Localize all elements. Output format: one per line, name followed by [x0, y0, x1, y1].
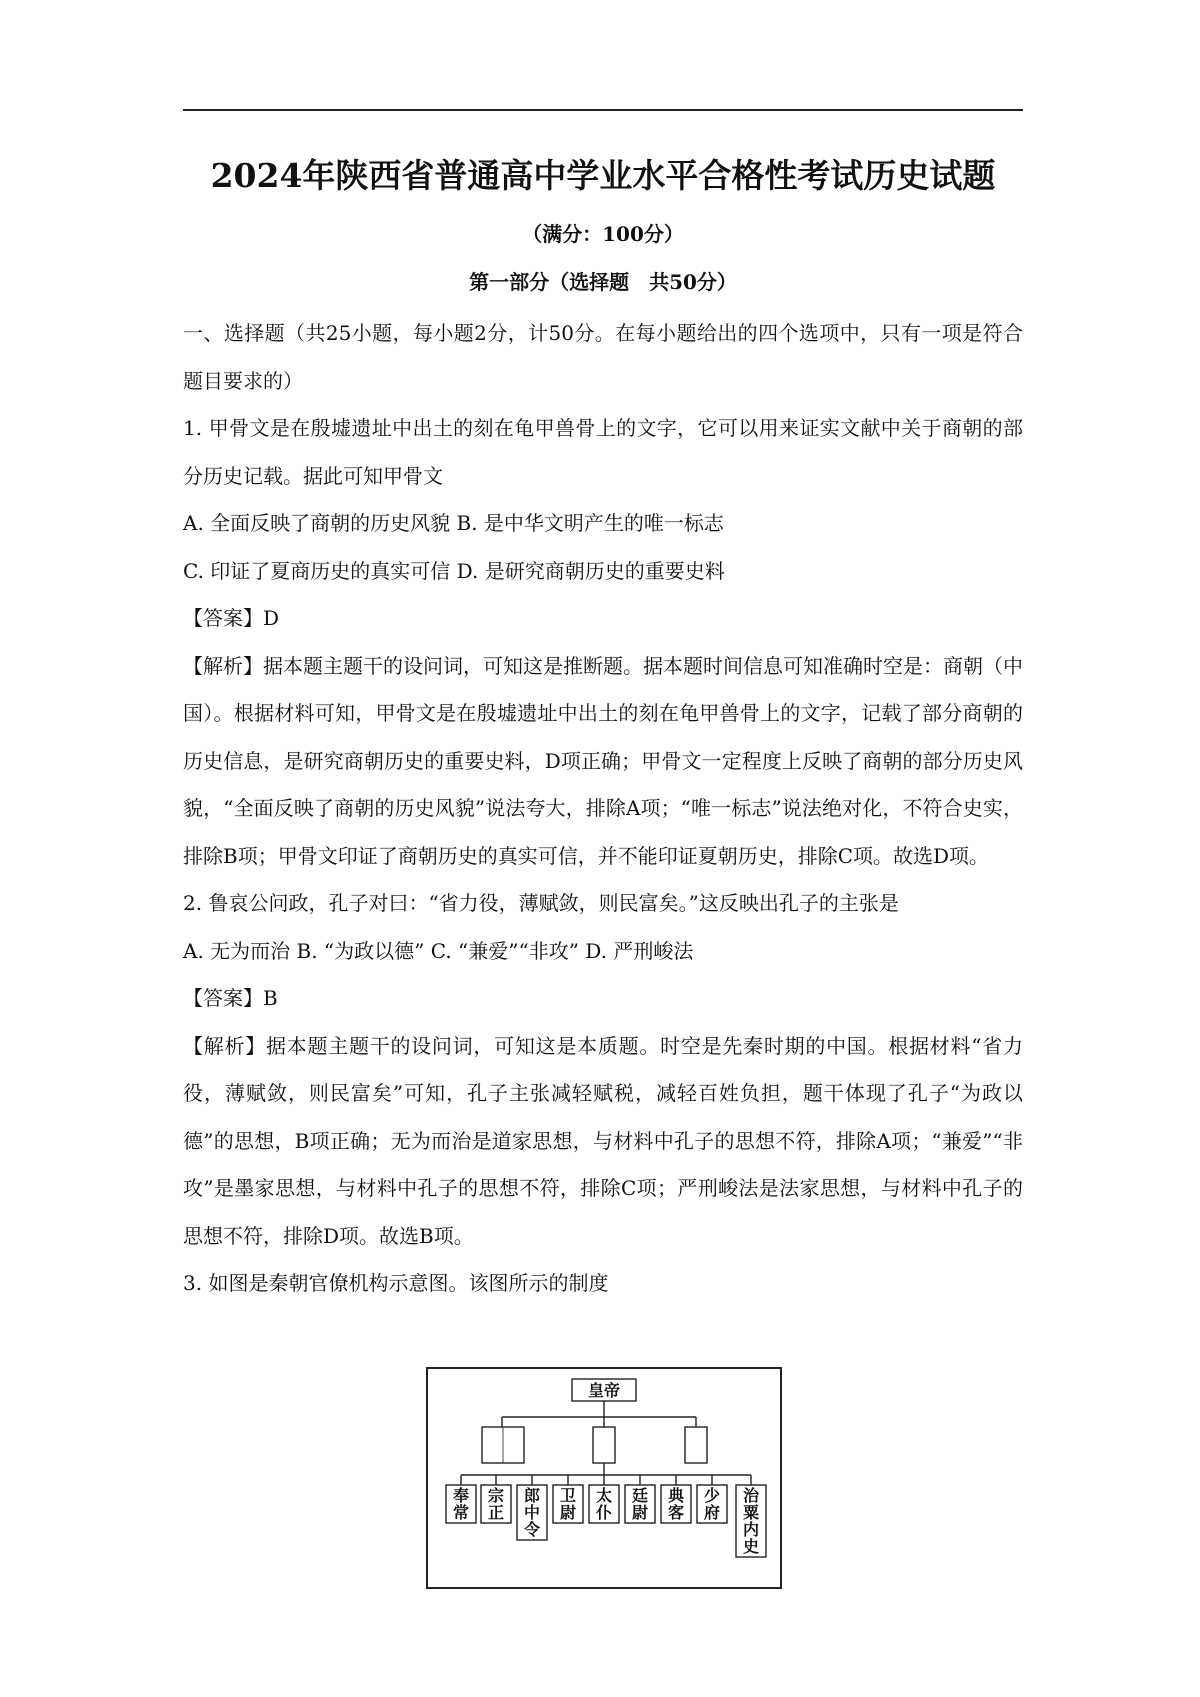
- question-1-analysis: 【解析】据本题主题干的设问词，可知这是推断题。据本题时间信息可知准确时空是：商朝（中国）。根据材料可知，甲骨文是在殷墟遗址中出土的刻在龟甲兽骨上的文字，记载了部分商朝的历史信息，是研究商朝历史的重要史料，D项正确；甲骨文一定程度上反映了商朝的部分历史风貌，“全面反映了商朝的历史风貌”说法夸大，排除A项；“唯一标志”说法绝对化，不符合史实，排除B项；甲骨文印证了商朝历史的真实可信，并不能印证夏朝历史，排除C项。故选D项。: [183, 653, 1023, 868]
- question-2-stem: 2. 鲁哀公问政，孔子对曰：“省力役，薄赋敛，则民富矣。”这反映出孔子的主张是: [183, 891, 899, 915]
- question-2-answer: 【答案】B: [183, 986, 278, 1010]
- nine-ministers-row: [446, 1485, 766, 1557]
- question-3-stem: 3. 如图是秦朝官僚机构示意图。该图所示的制度: [183, 1271, 609, 1295]
- minister-label: 卫尉: [559, 1486, 577, 1522]
- question-1-options-cd: C. 印证了夏商历史的真实可信 D. 是研究商朝历史的重要史料: [183, 558, 725, 583]
- diagram-svg: [426, 1367, 782, 1589]
- minister-box: [553, 1485, 583, 1523]
- question-1-options-ab: A. 全面反映了商朝的历史风貌 B. 是中华文明产生的唯一标志: [183, 511, 724, 535]
- minister-box: [446, 1485, 476, 1523]
- question-2-options: A. 无为而治 B. “为政以德” C. “兼爱”“非攻” D. 严刑峻法: [183, 938, 694, 963]
- minister-box: [625, 1485, 655, 1523]
- emperor-label: 皇帝: [587, 1381, 621, 1400]
- box-chancellor: [593, 1427, 615, 1463]
- minister-label: 郎中令: [523, 1486, 541, 1539]
- minister-box: [661, 1485, 691, 1523]
- minister-label: 少府: [703, 1486, 721, 1522]
- minister-label: 奉常: [452, 1486, 470, 1522]
- minister-box: [589, 1485, 619, 1523]
- qin-bureaucracy-diagram: [426, 1367, 782, 1589]
- minister-box: [736, 1485, 766, 1557]
- question-1-answer: 【答案】D: [183, 606, 280, 630]
- minister-label: 廷尉: [631, 1486, 649, 1522]
- section-instruction: 一、选择题（共25小题，每小题2分，计50分。在每小题给出的四个选项中，只有一项是符合题目要求的）: [183, 321, 1023, 393]
- minister-label: 太仆: [595, 1486, 613, 1522]
- question-content: [183, 310, 1023, 1308]
- page-title: 2024年陕西省普通高中学业水平合格性考试历史试题: [210, 156, 996, 195]
- minister-label: 典客: [667, 1486, 685, 1522]
- minister-box: [481, 1485, 511, 1523]
- minister-box: [517, 1485, 547, 1540]
- minister-label: 宗正: [487, 1486, 505, 1522]
- full-score-note: （满分：100分）: [522, 222, 684, 246]
- box-emperor: [572, 1379, 636, 1401]
- part-title: 第一部分（选择题 共50分）: [469, 270, 737, 294]
- minister-label: 治粟内史: [742, 1486, 760, 1556]
- header-rule: [183, 109, 1023, 111]
- box-taiwei: [685, 1427, 707, 1463]
- minister-box: [697, 1485, 727, 1523]
- question-2-analysis: 【解析】据本题主题干的设问词，可知这是本质题。时空是先秦时期的中国。根据材料“省力役，薄赋敛，则民富矣”可知，孔子主张减轻赋税，减轻百姓负担，题干体现了孔子“为政以德”的思想，B项正确；无为而治是道家思想，与材料中孔子的思想不符，排除A项；“兼爱”“非攻”是墨家思想，与材料中孔子的思想不符，排除C项；严刑峻法是法家思想，与材料中孔子的思想不符，排除D项。故选B项。: [183, 1033, 1023, 1248]
- box-yushi-daifu: [482, 1427, 524, 1463]
- question-1-stem: 1. 甲骨文是在殷墟遗址中出土的刻在龟甲兽骨上的文字，它可以用来证实文献中关于商朝的部分历史记载。据此可知甲骨文: [183, 416, 1023, 488]
